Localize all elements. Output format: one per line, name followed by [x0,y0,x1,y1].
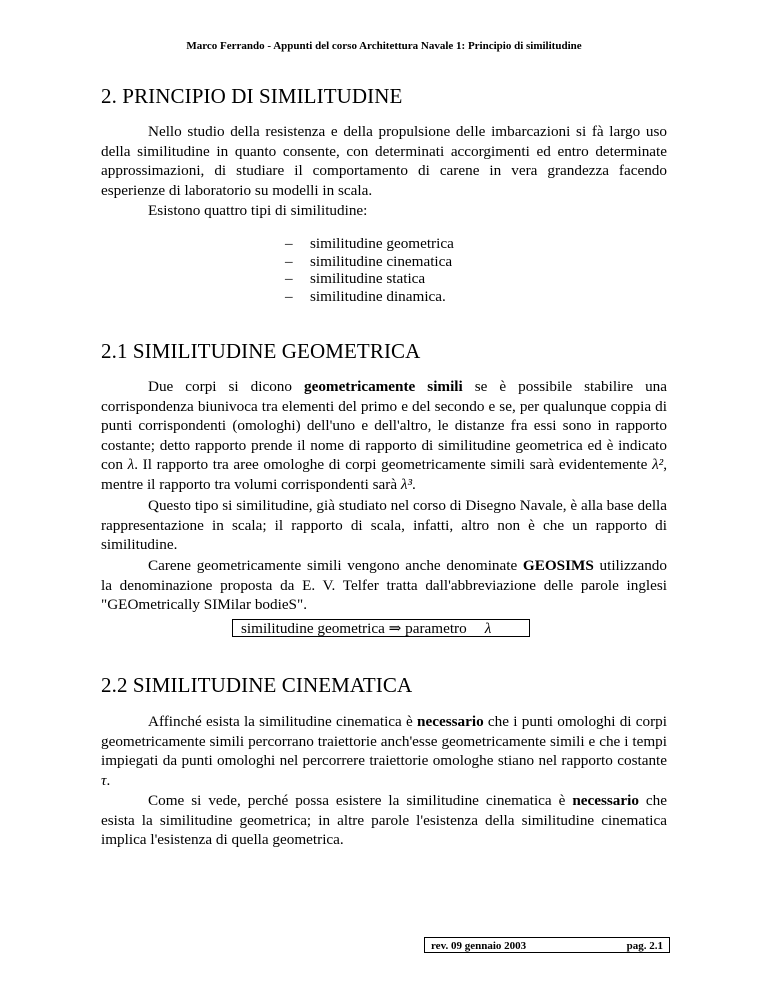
geosims-paragraph: Carene geometricamente simili vengono anche denominate GEOSIMS utilizzando la denominazione proposta da E. V. Telfer tratta dall'abbreviazione delle parole inglesi "GEOmetrically SIMilar bodieS". [101,557,667,613]
section-title-2: 2. PRINCIPIO DI SIMILITUDINE [101,84,403,108]
list-item: – similitudine statica [285,270,426,287]
geometric-definition-paragraph: Due corpi si dicono geometricamente simili se è possibile stabilire una corrispondenza biunivoca tra elementi del primo e del secondo e se, per qualunque coppia di punti corrispondenti (omologhi) dell'uno e dell'altro, le distanze fra essi sono in rapporto costante; detto rapporto prende il nome di rapporto di similitudine geometrica ed è indicato con λ. Il rapporto tra aree omologhe di corpi geometricamente simili sarà evidentemente λ², mentre il rapporto tra volumi corrispondenti sarà λ³. [101,378,667,493]
list-item: – similitudine dinamica. [285,287,446,305]
term-geometricamente-simili: geometricamente simili [303,378,463,395]
list-item: – similitudine cinematica [285,252,453,270]
revision-date: rev. 09 gennaio 2003 [431,940,527,952]
page-number: pag. 2.1 [626,940,663,952]
section-title-2-1: 2.1 SIMILITUDINE GEOMETRICA [101,339,421,363]
page-footer [424,937,670,953]
section-title-2-2: 2.2 SIMILITUDINE CINEMATICA [101,673,413,697]
list-item: – similitudine geometrica [285,235,454,252]
running-header: Marco Ferrando - Appunti del corso Architettura Navale 1: Principio di similitudine [186,40,582,52]
geometric-parameter-box: similitudine geometrica ⇒ parametro λ [232,619,530,637]
intro-paragraph: Nello studio della resistenza e della propulsione delle imbarcazioni si fà largo uso della similitudine in quanto consente, con determinati accorgimenti ed entro determinate approssimazioni, di studiare il comportamento di carene in vera grandezza facendo esperienze di laboratorio su modelli in scala. [101,123,667,199]
term-necessario: necessario [417,713,484,730]
kinematic-definition-paragraph: Affinché esista la similitudine cinematica è necessario che i punti omologhi di corpi geometricamente simili percorrano traiettorie anch'esse geometricamente simili e che i tempi impiegati da punti omologhi nel percorrere traiettorie omologhe stiano nel rapporto costante τ. [101,713,667,789]
similitude-types-list [285,235,454,305]
types-intro: Esistono quattro tipi di similitudine: [148,202,368,219]
kinematic-implication-paragraph: Come si vede, perché possa esistere la similitudine cinematica è necessario che esista la similitudine geometrica; in altre parole l'esistenza della similitudine cinematica implica l'esistenza di quella geometrica. [101,792,667,848]
term-necessario: necessario [572,792,639,809]
term-geosims: GEOSIMS [522,557,594,574]
scale-paragraph: Questo tipo si similitudine, già studiato nel corso di Disegno Navale, è alla base della rappresentazione in scala; il rapporto di scala, infatti, altro non è che un rapporto di similitudine. [101,497,667,553]
